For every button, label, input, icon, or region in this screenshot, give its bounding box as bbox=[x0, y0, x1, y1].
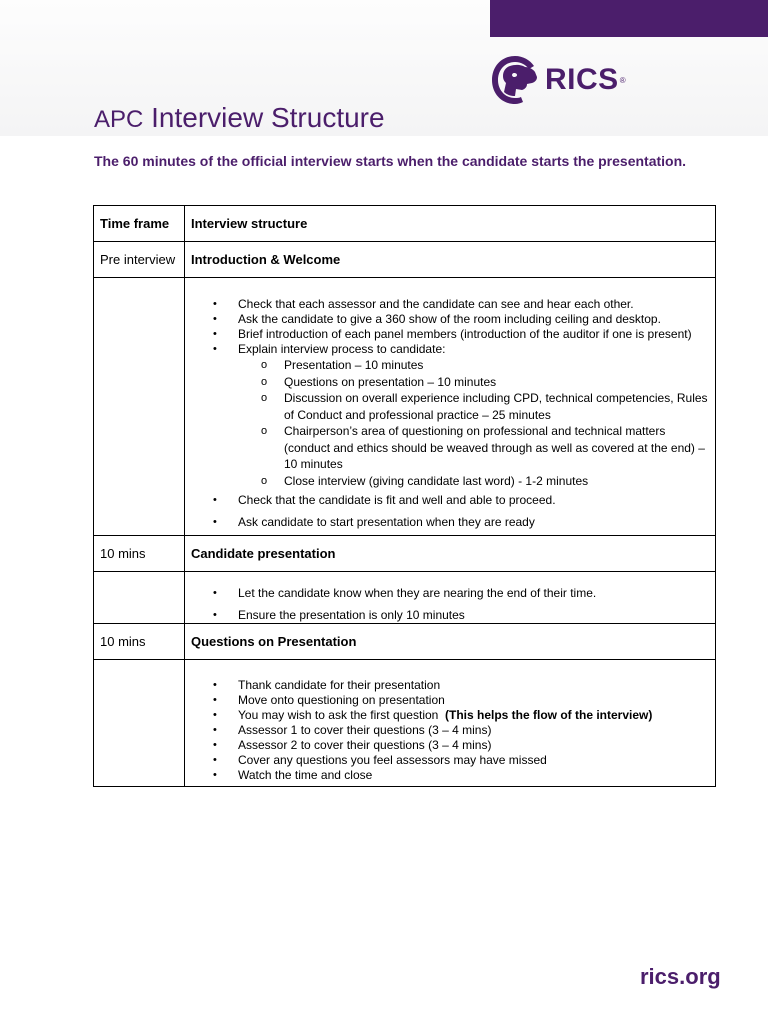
page-title bbox=[94, 102, 385, 134]
header-time-frame: Time frame bbox=[94, 206, 185, 242]
list-item bbox=[238, 342, 709, 489]
sub-list-item: o Discussion on overall experience including CPD, technical competencies, Rules of Conduct and professional practice – 25 minutes bbox=[284, 390, 709, 423]
empty-cell bbox=[94, 572, 185, 624]
table-row bbox=[94, 572, 716, 624]
title-main: Interview Structure bbox=[151, 102, 385, 133]
list-item bbox=[238, 708, 709, 723]
sub-list-item: o Chairperson’s area of questioning on professional and technical matters (conduct and ethics should be weaved through as well as covered at the end) – 10 minutes bbox=[284, 423, 709, 473]
list-item: • Ensure the presentation is only 10 minutes bbox=[238, 608, 709, 623]
sub-list bbox=[238, 357, 709, 489]
empty-cell bbox=[94, 278, 185, 536]
table-row bbox=[94, 278, 716, 536]
table-header-row bbox=[94, 206, 716, 242]
section-heading: Questions on Presentation bbox=[185, 624, 716, 660]
list-item: • Brief introduction of each panel members (introduction of the auditor if one is present) bbox=[238, 327, 709, 342]
table-row bbox=[94, 242, 716, 278]
list-item: • Move onto questioning on presentation bbox=[238, 693, 709, 708]
section-content bbox=[185, 572, 716, 624]
footer-url[interactable]: rics.org bbox=[640, 964, 721, 989]
list-item: • Cover any questions you feel assessors may have missed bbox=[238, 753, 709, 768]
list-item: • Assessor 1 to cover their questions (3 – 4 mins) bbox=[238, 723, 709, 738]
lion-head-icon bbox=[488, 54, 542, 106]
table-row bbox=[94, 536, 716, 572]
list-item: • Let the candidate know when they are nearing the end of their time. bbox=[238, 586, 709, 601]
list-item-text: You may wish to ask the first question bbox=[238, 707, 439, 722]
list-item-text: Explain interview process to candidate: bbox=[238, 342, 446, 356]
empty-cell bbox=[94, 660, 185, 787]
table-row bbox=[94, 624, 716, 660]
time-cell: 10 mins bbox=[94, 624, 185, 660]
time-cell: Pre interview bbox=[94, 242, 185, 278]
bullet-list bbox=[191, 572, 709, 623]
sub-list-item: o Questions on presentation – 10 minutes bbox=[284, 374, 709, 391]
intro-text: The 60 minutes of the official interview starts when the candidate starts the presentation. bbox=[94, 153, 687, 169]
list-item: • Ask the candidate to give a 360 show of the room including ceiling and desktop. bbox=[238, 312, 709, 327]
section-heading: Candidate presentation bbox=[185, 536, 716, 572]
title-prefix: APC bbox=[94, 106, 144, 133]
list-item: • Thank candidate for their presentation bbox=[238, 678, 709, 693]
list-item: • Watch the time and close bbox=[238, 768, 709, 783]
flow-note: (This helps the flow of the interview) bbox=[445, 707, 653, 722]
registered-mark: ® bbox=[619, 75, 626, 85]
header-interview-structure: Interview structure bbox=[185, 206, 716, 242]
rics-logo bbox=[488, 54, 626, 106]
brand-color-bar bbox=[490, 0, 768, 37]
interview-structure-table bbox=[93, 205, 716, 787]
list-item: • Check that each assessor and the candidate can see and hear each other. bbox=[238, 297, 709, 312]
section-heading: Introduction & Welcome bbox=[185, 242, 716, 278]
table-row bbox=[94, 660, 716, 787]
bullet-list bbox=[191, 664, 709, 783]
section-content bbox=[185, 660, 716, 787]
logo-wordmark: RICS bbox=[545, 63, 619, 96]
section-content bbox=[185, 278, 716, 536]
time-cell: 10 mins bbox=[94, 536, 185, 572]
list-item: • Check that the candidate is fit and well and able to proceed. bbox=[238, 493, 709, 508]
sub-list-item: o Close interview (giving candidate last word) - 1-2 minutes bbox=[284, 473, 709, 490]
list-item: • Assessor 2 to cover their questions (3 – 4 mins) bbox=[238, 738, 709, 753]
bullet-list bbox=[191, 283, 709, 530]
list-item: • Ask candidate to start presentation when they are ready bbox=[238, 515, 709, 530]
sub-list-item: o Presentation – 10 minutes bbox=[284, 357, 709, 374]
